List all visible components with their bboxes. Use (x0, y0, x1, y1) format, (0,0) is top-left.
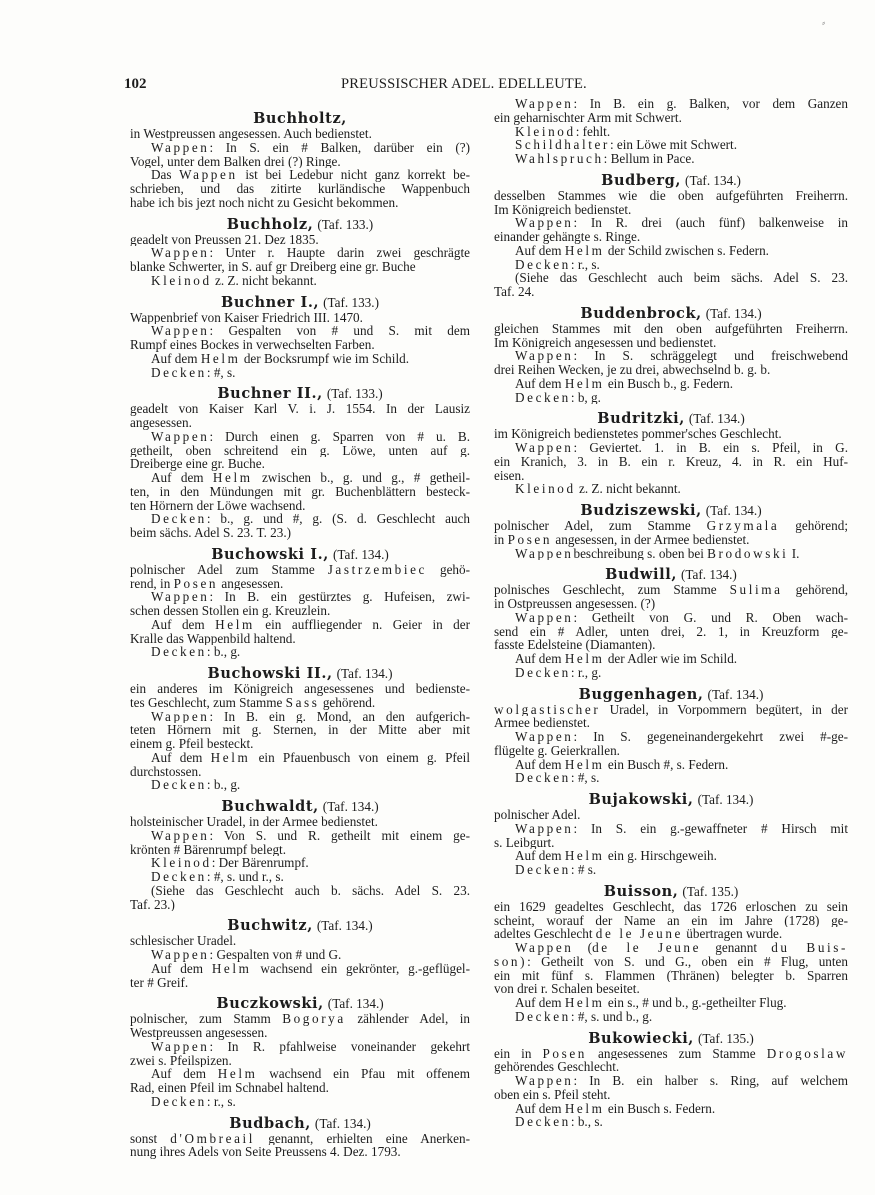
entry (130, 666, 470, 792)
text-line: Taf. 23.) (130, 897, 175, 912)
text-line: drei Reihen Wecken, je zu drei, abwechselnd b. g. b. (494, 363, 771, 377)
text-line: Auf dem Helm der Bocksrumpf wie im Schild. (151, 351, 409, 366)
text-line: habe ich bis jezt noch nicht zu Gesicht bekommen. (130, 195, 399, 210)
family-name: Buchner II., (217, 385, 323, 403)
text-line: Auf dem Helm ein s., # und b., g.-getheilter Flug. (515, 996, 787, 1010)
text-line: Wappen: In S. gegeneinandergekehrt zwei #-ge- (515, 730, 848, 744)
text-line: einander gehängte s. Ringe. (494, 230, 641, 244)
text-line: Decken: r., g. (515, 665, 602, 680)
plate-reference: (Taf. 133.) (326, 386, 383, 402)
text-line: Kleinod z. Z. nicht bekannt. (151, 273, 317, 288)
text-line: Auf dem Helm ein Busch #, s. Federn. (515, 757, 729, 772)
entry-heading (130, 295, 470, 311)
entry-heading (494, 411, 848, 427)
text-line: Wappenbrief von Kaiser Friedrich III. 1470. (130, 310, 363, 325)
text-line: (Siehe das Geschlecht auch b. sächs. Adel S. 23. (151, 883, 470, 898)
text-line: Auf dem Helm ein Busch b., g. Federn. (515, 376, 734, 391)
text-line: holsteinischer Uradel, in der Armee bedienstet. (130, 815, 378, 829)
family-name: Buggenhagen, (578, 685, 704, 703)
family-name: Bukowiecki, (588, 1029, 694, 1047)
family-name: Budwill, (605, 566, 677, 584)
text-line: polnischer Adel zum Stamme Jastrzembiec gehö- (130, 562, 470, 577)
text-line: polnischer Adel. (494, 808, 581, 822)
text-line: nung ihres Adels von Seite Preussens 4. Dez. 1793. (130, 1145, 401, 1159)
family-name: Buchowski II., (207, 665, 333, 682)
entry (494, 503, 848, 560)
text-line: Kleinod: fehlt. (515, 124, 611, 139)
text-line: adeltes Geschlecht de le Jeune übertragen wurde. (494, 927, 783, 941)
text-line: ein 1629 geadeltes Geschlecht, das 1726 erloschen zu sein (494, 899, 848, 914)
text-line: (Siehe das Geschlecht auch beim sächs. Adel S. 23. (515, 271, 848, 285)
family-name: Buddenbrock, (580, 304, 702, 322)
entry (130, 918, 470, 989)
entry-heading (494, 503, 848, 519)
text-line: Wappen (de le Jeune genannt du Buis- (515, 941, 848, 955)
text-line: ein Kranich, 3. in B. ein r. Kreuz, 4. in R. ein Huf- (494, 454, 848, 469)
text-line: Das Wappen ist bei Ledebur nicht ganz korrekt be- (151, 168, 470, 182)
plate-reference: (Taf. 134.) (705, 305, 762, 321)
entry (494, 306, 848, 405)
entry (130, 799, 470, 911)
entry (494, 884, 848, 1024)
entry (130, 1116, 470, 1160)
text-line: von drei r. Schalen beseitet. (494, 982, 640, 996)
family-name: Buchner I., (221, 293, 320, 311)
text-line: Rumpf eines Bockes in verwechselten Farben. (130, 338, 375, 352)
plate-reference: (Taf. 134.) (332, 546, 389, 562)
text-line: Wappen: In B. ein g. Mond, an den aufgerich- (151, 709, 470, 724)
family-name: Buisson, (603, 882, 679, 900)
entry-heading (494, 567, 848, 583)
plate-reference: (Taf. 134.) (705, 503, 762, 518)
text-line: beim sächs. Adel S. 23. T. 23.) (130, 526, 292, 540)
text-line: send ein # Adler, unten drei, 2. 1, in Kreuzform ge- (494, 624, 848, 639)
text-line: Auf dem Helm zwischen b., g. und g., # getheil- (151, 471, 470, 485)
left-column (130, 104, 470, 1159)
entry-heading (494, 1031, 848, 1047)
entry (494, 567, 848, 679)
entry-heading (130, 547, 470, 563)
text-line: Vogel, unter dem Balken drei (?) Ringe. (130, 154, 341, 169)
plate-reference: (Taf. 135.) (682, 883, 739, 899)
text-line: ter # Greif. (130, 975, 189, 990)
family-name: Buchwaldt, (221, 798, 319, 815)
text-line: durchstossen. (130, 764, 202, 779)
text-line: Westpreussen angesessen. (130, 1026, 268, 1040)
text-line: Decken: #, s. (515, 771, 600, 785)
family-name: Budziszewski, (580, 502, 702, 519)
text-line: Decken: # s. (515, 863, 597, 877)
text-line: geadelt von Kaiser Karl V. i. J. 1554. In der Lausiz (130, 402, 470, 416)
entry (130, 996, 470, 1108)
text-line: sonst d'Ombreail genannt, erhielten eine Anerken- (130, 1131, 470, 1146)
family-name: Budritzki, (597, 410, 685, 428)
text-line: Decken: b., g. (151, 645, 241, 659)
text-line: in Posen angesessen, in der Armee bedienstet. (494, 532, 750, 547)
text-line: Schildhalter: ein Löwe mit Schwert. (515, 138, 738, 152)
text-line: tes Geschlecht, zum Stamme Sass gehörend. (130, 695, 376, 710)
text-line: Decken: r., s. (515, 257, 600, 272)
text-line: polnisches Geschlecht, zum Stamme Sulima gehörend, (494, 583, 848, 597)
entry (494, 687, 848, 786)
text-line: ten Hörnern der Löwe wachsend. (130, 498, 306, 513)
text-line: Wappen: In S. ein # Balken, darüber ein (?) (151, 140, 470, 155)
text-line: Auf dem Helm ein g. Hirschgeweih. (515, 849, 717, 863)
text-line: Armee bedienstet. (494, 716, 590, 730)
plate-reference: (Taf. 134.) (336, 666, 393, 681)
text-line: Decken: #, s. und r., s. (151, 870, 284, 884)
text-line: Wappen: In B. ein gestürztes g. Hufeisen, zwi- (151, 590, 470, 604)
text-line: son): Getheilt von S. und G., oben ein # Flug, unten (494, 954, 848, 969)
text-line: Decken: #, s. und b., g. (515, 1009, 653, 1024)
text-line: Wahlspruch: Bellum in Pace. (515, 152, 695, 166)
text-line: Kralle das Wappenbild haltend. (130, 631, 296, 646)
text-line: ein geharnischter Arm mit Schwert. (494, 110, 682, 125)
text-line: wolgastischer Uradel, in Vorpommern begütert, in der (494, 702, 848, 717)
family-name: Buchholz, (226, 215, 314, 233)
plate-reference: (Taf. 134.) (697, 792, 754, 807)
text-line: Wappen: Gespalten von # und S. mit dem (151, 324, 470, 338)
text-line: einem g. Pfeil besteckt. (130, 737, 254, 751)
entry-heading (494, 687, 848, 703)
plate-reference: (Taf. 134.) (680, 567, 737, 583)
family-name: Budberg, (601, 171, 682, 189)
text-line: Kleinod z. Z. nicht bekannt. (515, 482, 681, 496)
scan-mark: ⸗ (822, 18, 826, 29)
text-line: Auf dem Helm wachsend ein Pfau mit offenem (151, 1067, 470, 1081)
text-line: Wappen: In S. schräggelegt und freischwebend (515, 349, 848, 363)
right-column (494, 97, 848, 1129)
entry-heading (130, 1116, 470, 1132)
plate-reference: (Taf. 134.) (314, 1115, 371, 1131)
text-line: blanke Schwerter, in S. auf gr Dreiberg eine gr. Buche (130, 260, 416, 274)
text-line: ein mit fünf s. Flammen (Thränen) belegter b. Sparren (494, 968, 848, 983)
text-line: getheilt, oben schreitend ein g. Löwe, unten auf g. (130, 443, 470, 458)
text-line: Im Königreich angesessen und bedienstet. (494, 335, 717, 350)
plate-reference: (Taf. 133.) (323, 294, 379, 310)
text-line: teten Hörnern mit g. Sternen, in der Mitte aber mit (130, 723, 470, 737)
text-line: Wappen: Durch einen g. Sparren von # u. B. (151, 429, 470, 444)
plate-reference: (Taf. 135.) (697, 1030, 754, 1046)
plate-reference: (Taf. 134.) (316, 918, 373, 934)
entry (130, 111, 470, 210)
text-line: krönten # Bärenrumpf belegt. (130, 842, 287, 857)
text-line: eisen. (494, 468, 525, 483)
plate-reference: (Taf. 134.) (707, 686, 764, 702)
entry (130, 386, 470, 540)
text-line: schen dessen Stollen ein g. Kreuzlein. (130, 604, 331, 618)
text-line: angesessen. (130, 416, 192, 430)
text-line: Auf dem Helm ein Busch s. Federn. (515, 1101, 716, 1116)
entry-heading (130, 666, 470, 682)
text-line: schrieben, und das zitirte kurländische Wappenbuch (130, 182, 470, 196)
text-line: Wappen: Geviertet. 1. in B. ein s. Pfeil, in G. (515, 441, 848, 455)
family-name: Bujakowski, (588, 791, 694, 808)
text-line: Decken: b., s. (515, 1115, 603, 1129)
entry-heading (130, 918, 470, 934)
entry-heading (130, 111, 470, 127)
text-line: Wappen: In S. ein g.-gewaffneter # Hirsch mit (515, 821, 848, 836)
page-number: 102 (124, 76, 147, 92)
entry-heading (494, 792, 848, 808)
entry (130, 547, 470, 659)
entry (494, 97, 848, 166)
entry-heading (494, 173, 848, 189)
text-line: Auf dem Helm ein auffliegender n. Geier in der (151, 617, 470, 632)
text-line: polnischer, zum Stamm Bogorya zählender Adel, in (130, 1012, 470, 1026)
text-line: Wappenbeschreibung s. oben bei Brodowski I. (515, 546, 800, 561)
text-line: Auf dem Helm ein Pfauenbusch von einem g. Pfeil (151, 750, 470, 765)
family-name: Buchowski I., (211, 545, 329, 563)
text-line: gleichen Stammes mit den oben aufgeführten Freiherrn. (494, 321, 848, 336)
family-name: Buchwitz, (227, 917, 313, 935)
text-line: gehörendes Geschlecht. (494, 1060, 620, 1074)
text-line: s. Leibgurt. (494, 835, 555, 850)
entry-heading (494, 884, 848, 900)
family-name: Budbach, (229, 1114, 311, 1132)
entry (494, 411, 848, 496)
text-line: flügelte g. Geierkrallen. (494, 743, 620, 758)
text-line: fasste Edelsteine (Diamanten). (494, 638, 656, 652)
text-line: Taf. 24. (494, 285, 535, 299)
plate-reference: (Taf. 133.) (317, 216, 374, 232)
text-line: Rad, einen Pfeil im Schnabel haltend. (130, 1081, 329, 1095)
entry (130, 217, 470, 288)
text-line: Decken: b., g. und #, g. (S. d. Geschlecht auch (151, 512, 470, 526)
text-line: Wappen: In R. pfahlweise voneinander gekehrt (151, 1039, 470, 1054)
text-line: Wappen: In R. drei (auch fünf) balkenweise in (515, 216, 848, 230)
text-line: Decken: b, g. (515, 390, 601, 405)
plate-reference: (Taf. 134.) (322, 799, 379, 814)
entry (130, 295, 470, 380)
entry (494, 173, 848, 299)
entry-heading (130, 996, 470, 1012)
text-line: zwei s. Pfeilspizen. (130, 1053, 232, 1068)
family-name: Buchholtz, (253, 110, 347, 127)
text-line: desselben Stammes wie die oben aufgeführten Freiherrn. (494, 188, 848, 203)
text-line: Decken: b., g. (151, 778, 241, 792)
text-line: Auf dem Helm der Adler wie im Schild. (515, 652, 738, 666)
text-line: Wappen: Getheilt von G. und R. Oben wach- (515, 610, 848, 625)
text-line: Auf dem Helm der Schild zwischen s. Federn. (515, 243, 769, 258)
plate-reference: (Taf. 134.) (685, 172, 741, 188)
text-line: Wappen: In B. ein halber s. Ring, auf welchem (515, 1074, 848, 1088)
text-line: Dreiberge eine gr. Buche. (130, 457, 265, 471)
text-line: scheint, worauf der Name an ein im Jahre (1728) ge- (494, 913, 848, 928)
text-line: Decken: #, s. (151, 365, 236, 380)
text-line: Wappen: Unter r. Haupte darin zwei geschrägte (151, 246, 470, 260)
text-line: oben ein s. Pfeil steht. (494, 1087, 611, 1102)
text-line: rend, in Posen angesessen. (130, 576, 284, 591)
text-line: ein anderes im Königreich angesessenes und bedienste- (130, 682, 470, 696)
text-line: Wappen: In B. ein g. Balken, vor dem Ganzen (515, 97, 848, 111)
text-line: im Königreich bedienstetes pommer'sches Geschlecht. (494, 427, 782, 441)
plate-reference: (Taf. 134.) (688, 411, 745, 427)
family-name: Buczkowski, (216, 995, 324, 1013)
entry-heading (130, 386, 470, 402)
text-line: polnischer Adel, zum Stamme Grzymala gehörend; (494, 519, 848, 533)
entry-heading (130, 217, 470, 233)
text-line: Auf dem Helm wachsend ein gekrönter, g.-geflügel- (151, 961, 470, 976)
text-line: ein in Posen angesessenes zum Stamme Drogoslaw (494, 1046, 848, 1061)
text-line: Decken: r., s. (151, 1094, 236, 1109)
text-line: ten, in den Mündungen mit gr. Buchenblättern besteck- (130, 484, 470, 499)
text-line: Wappen: Von S. und R. getheilt mit einem ge- (151, 828, 470, 843)
entry (494, 792, 848, 877)
entry-heading (494, 306, 848, 322)
text-line: Im Königreich bedienstet. (494, 202, 632, 217)
text-line: Wappen: Gespalten von # und G. (151, 948, 342, 962)
entry (494, 1031, 848, 1130)
text-line: geadelt von Preussen 21. Dez 1835. (130, 232, 319, 247)
text-line: in Westpreussen angesessen. Auch bedienstet. (130, 127, 372, 141)
entry-heading (130, 799, 470, 815)
text-line: in Ostpreussen angesessen. (?) (494, 597, 656, 611)
text-line: Kleinod: Der Bärenrumpf. (151, 856, 309, 870)
text-line: schlesischer Uradel. (130, 934, 237, 948)
running-head: PREUSSISCHER ADEL. EDELLEUTE. (341, 76, 587, 92)
plate-reference: (Taf. 134.) (327, 996, 384, 1012)
